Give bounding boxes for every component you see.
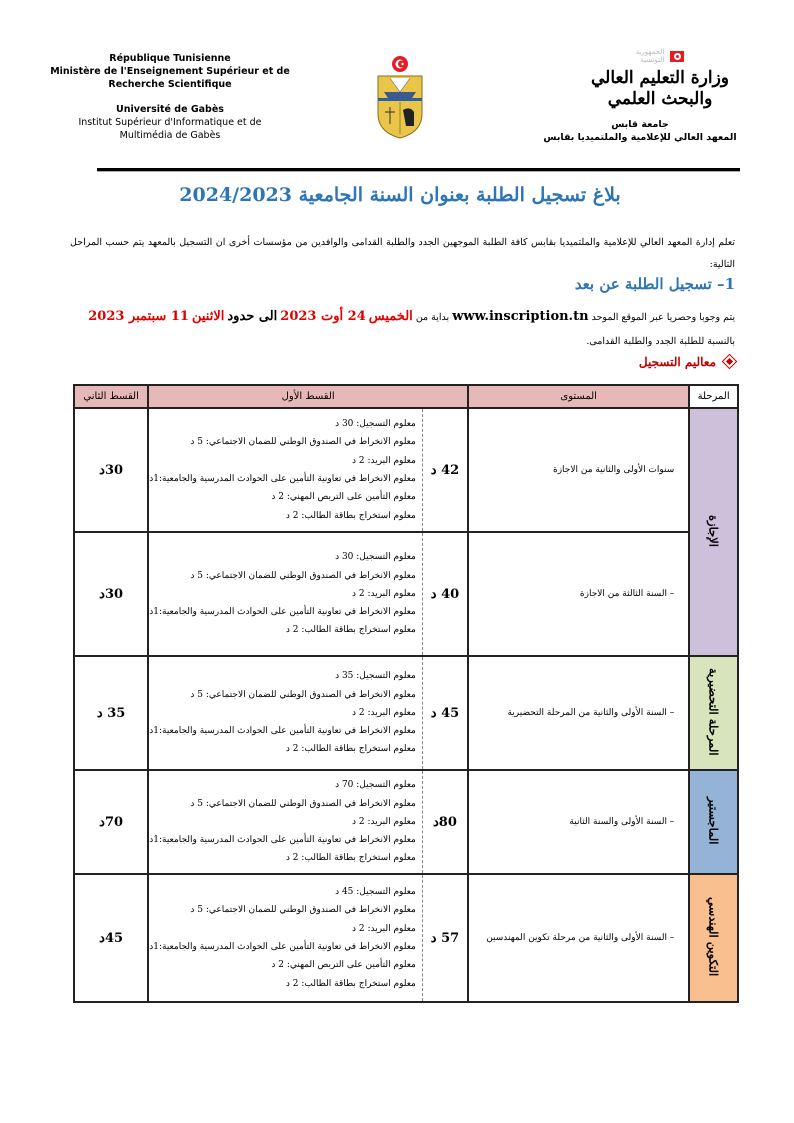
- section-1-text-b: بداية من: [415, 312, 450, 323]
- level-cell: – السنة الأولى والثانية من مرحلة تكوين المهندسين: [468, 874, 689, 1002]
- intro-paragraph: تعلم إدارة المعهد العالي للإعلامية والملتميديا بقابس كافة الطلبة الموجهين الجدد والطلبة القدامى والوافدين من مؤسسات أخرى ان التسجيل بالمعهد يتم حسب المراحل التالية:: [70, 237, 735, 270]
- end-date: 11 سبتمبر 2023: [88, 309, 189, 324]
- fee-details: [148, 656, 422, 770]
- fee-detail-line: معلوم استخراج بطاقة الطالب: 2 د: [285, 978, 416, 989]
- end-day: الاثنين: [191, 309, 225, 324]
- fee-details: [148, 874, 422, 1002]
- fee-detail-line: معلوم التأمين على التربص المهني: 2 د: [271, 492, 416, 503]
- first-installment-total: 57 د: [422, 874, 468, 1002]
- table-row: [74, 874, 738, 1002]
- fee-details: [148, 770, 422, 874]
- first-installment-total: 40 د: [422, 532, 468, 656]
- first-installment-total: 42 د: [422, 408, 468, 532]
- start-day: الخميس: [368, 309, 413, 324]
- fee-details: [148, 532, 422, 656]
- level-cell: – السنة الثالثة من الاجازة: [468, 532, 689, 656]
- fee-detail-line: معلوم التسجيل: 70 د: [335, 780, 416, 791]
- phase-cell: [689, 408, 738, 656]
- fees-heading: [70, 355, 735, 369]
- institute-label-cont: Multimédia de Gabès: [119, 130, 221, 141]
- section-1-text: [70, 305, 735, 354]
- fee-detail-line: معلوم البريد: 2 د: [351, 455, 416, 466]
- start-date: 24 أوت 2023: [280, 309, 366, 324]
- fees-table: [73, 384, 739, 1003]
- fees-heading-label: معاليم التسجيل: [638, 355, 716, 369]
- institute-label: Institut Supérieur d'Informatique et de: [78, 117, 262, 128]
- fee-detail-line: معلوم البريد: 2 د: [351, 923, 416, 934]
- level-cell: – السنة الأولى والسنة الثانية: [468, 770, 689, 874]
- level-cell: – السنة الأولى والثانية من المرحلة التحضيرية: [468, 656, 689, 770]
- header-phase: المرحلة: [689, 385, 738, 408]
- phase-label: الإجازة: [706, 514, 721, 547]
- fee-detail-line: معلوم الانخراط في الصندوق الوطني للضمان الاجتماعي: 5 د: [190, 689, 416, 700]
- fee-detail-line: معلوم البريد: 2 د: [351, 588, 416, 599]
- phase-label: التكوين الهندسي: [706, 896, 721, 977]
- university-label-ar: جامعة قابس: [611, 119, 669, 130]
- fee-detail-line: معلوم التأمين على التربص المهني: 2 د: [271, 960, 416, 971]
- tunisia-flag-icon: [670, 51, 684, 62]
- section-1-text-a: يتم وجوبا وحصريا عبر الموقع الموحد: [591, 312, 735, 323]
- first-installment-total: 45 د: [422, 656, 468, 770]
- ministry-label: Ministère de l'Enseignement Supérieur et de: [50, 66, 290, 77]
- phase-label: المرحلة التحضيرية: [706, 667, 721, 756]
- fee-detail-line: معلوم الانخراط في الصندوق الوطني للضمان الاجتماعي: 5 د: [190, 437, 416, 448]
- fee-detail-line: معلوم البريد: 2 د: [351, 707, 416, 718]
- section-1-text-c: الى حدود: [227, 309, 278, 324]
- fee-detail-line: معلوم التسجيل: 45 د: [335, 887, 416, 898]
- phase-cell: [689, 874, 738, 1002]
- second-installment: 45د: [74, 874, 148, 1002]
- table-row: [74, 532, 738, 656]
- ministry-label-cont: Recherche Scientifique: [108, 79, 232, 90]
- fee-details: [148, 408, 422, 532]
- fee-detail-line: معلوم التسجيل: 30 د: [335, 552, 416, 563]
- fee-detail-line: معلوم الانخراط في تعاونية التأمين على الحوادث المدرسية والجامعية:1د: [149, 942, 416, 952]
- fee-detail-line: معلوم الانخراط في الصندوق الوطني للضمان الاجتماعي: 5 د: [190, 905, 416, 916]
- phase-cell: [689, 770, 738, 874]
- fee-detail-line: معلوم التسجيل: 30 د: [335, 419, 416, 430]
- fee-detail-line: معلوم استخراج بطاقة الطالب: 2 د: [285, 510, 416, 521]
- phase-cell: [689, 656, 738, 770]
- header-left-french: [50, 52, 290, 142]
- first-installment-total: 80د: [422, 770, 468, 874]
- fee-detail-line: معلوم استخراج بطاقة الطالب: 2 د: [285, 744, 416, 755]
- header-second-installment: القسط الثاني: [74, 385, 148, 408]
- table-header-row: [74, 385, 738, 408]
- section-1-heading: 1– تسجيل الطلبة عن بعد: [574, 275, 735, 293]
- fee-detail-line: معلوم الانخراط في الصندوق الوطني للضمان الاجتماعي: 5 د: [190, 570, 416, 581]
- second-installment: 30د: [74, 408, 148, 532]
- republic-label-ar: الجمهورية: [635, 48, 665, 56]
- tunisia-coat-of-arms-icon: [370, 52, 430, 142]
- fee-detail-line: معلوم استخراج بطاقة الطالب: 2 د: [285, 625, 416, 636]
- second-installment: 30د: [74, 532, 148, 656]
- header-level: المستوى: [468, 385, 689, 408]
- header-right-arabic: [520, 48, 760, 144]
- phase-label: الماجستير: [706, 796, 721, 845]
- fee-detail-line: معلوم الانخراط في الصندوق الوطني للضمان الاجتماعي: 5 د: [190, 798, 416, 809]
- republic-label-ar-cont: التونسية: [640, 56, 665, 64]
- republic-label: République Tunisienne: [109, 53, 231, 64]
- university-label: Université de Gabès: [116, 104, 224, 115]
- fee-detail-line: معلوم الانخراط في تعاونية التأمين على الحوادث المدرسية والجامعية:1د: [149, 835, 416, 846]
- section-1-text-d: بالنسبة للطلبة الجدد والطلبة القدامى.: [586, 336, 735, 347]
- ministry-label-ar: وزارة التعليم العالي: [590, 68, 730, 88]
- website-link[interactable]: www.inscription.tn: [452, 309, 589, 324]
- level-cell: سنوات الأولى والثانية من الاجازة: [468, 408, 689, 532]
- ministry-label-ar-cont: والبحث العلمي: [607, 89, 713, 109]
- table-row: [74, 408, 738, 532]
- table-row: [74, 770, 738, 874]
- second-installment: 70د: [74, 770, 148, 874]
- second-installment: 35 د: [74, 656, 148, 770]
- fee-detail-line: معلوم البريد: 2 د: [351, 816, 416, 827]
- table-row: [74, 656, 738, 770]
- fee-detail-line: معلوم التسجيل: 35 د: [335, 671, 416, 682]
- page-title: بلاغ تسجيل الطلبة بعنوان السنة الجامعية 2024/2023: [179, 184, 621, 206]
- fee-detail-line: معلوم الانخراط في تعاونية التأمين على الحوادث المدرسية والجامعية:1د: [149, 726, 416, 737]
- fee-detail-line: معلوم الانخراط في تعاونية التأمين على الحوادث المدرسية والجامعية:1د: [149, 607, 416, 618]
- header-first-installment: القسط الأول: [148, 385, 468, 408]
- diamond-bullet-icon: [722, 354, 738, 370]
- header-divider: [97, 168, 740, 172]
- fee-detail-line: معلوم الانخراط في تعاونية التأمين على الحوادث المدرسية والجامعية:1د: [149, 474, 416, 484]
- fee-detail-line: معلوم استخراج بطاقة الطالب: 2 د: [285, 853, 416, 864]
- institute-label-ar: المعهد العالي للإعلامية والملتميديا بقابس: [543, 132, 737, 143]
